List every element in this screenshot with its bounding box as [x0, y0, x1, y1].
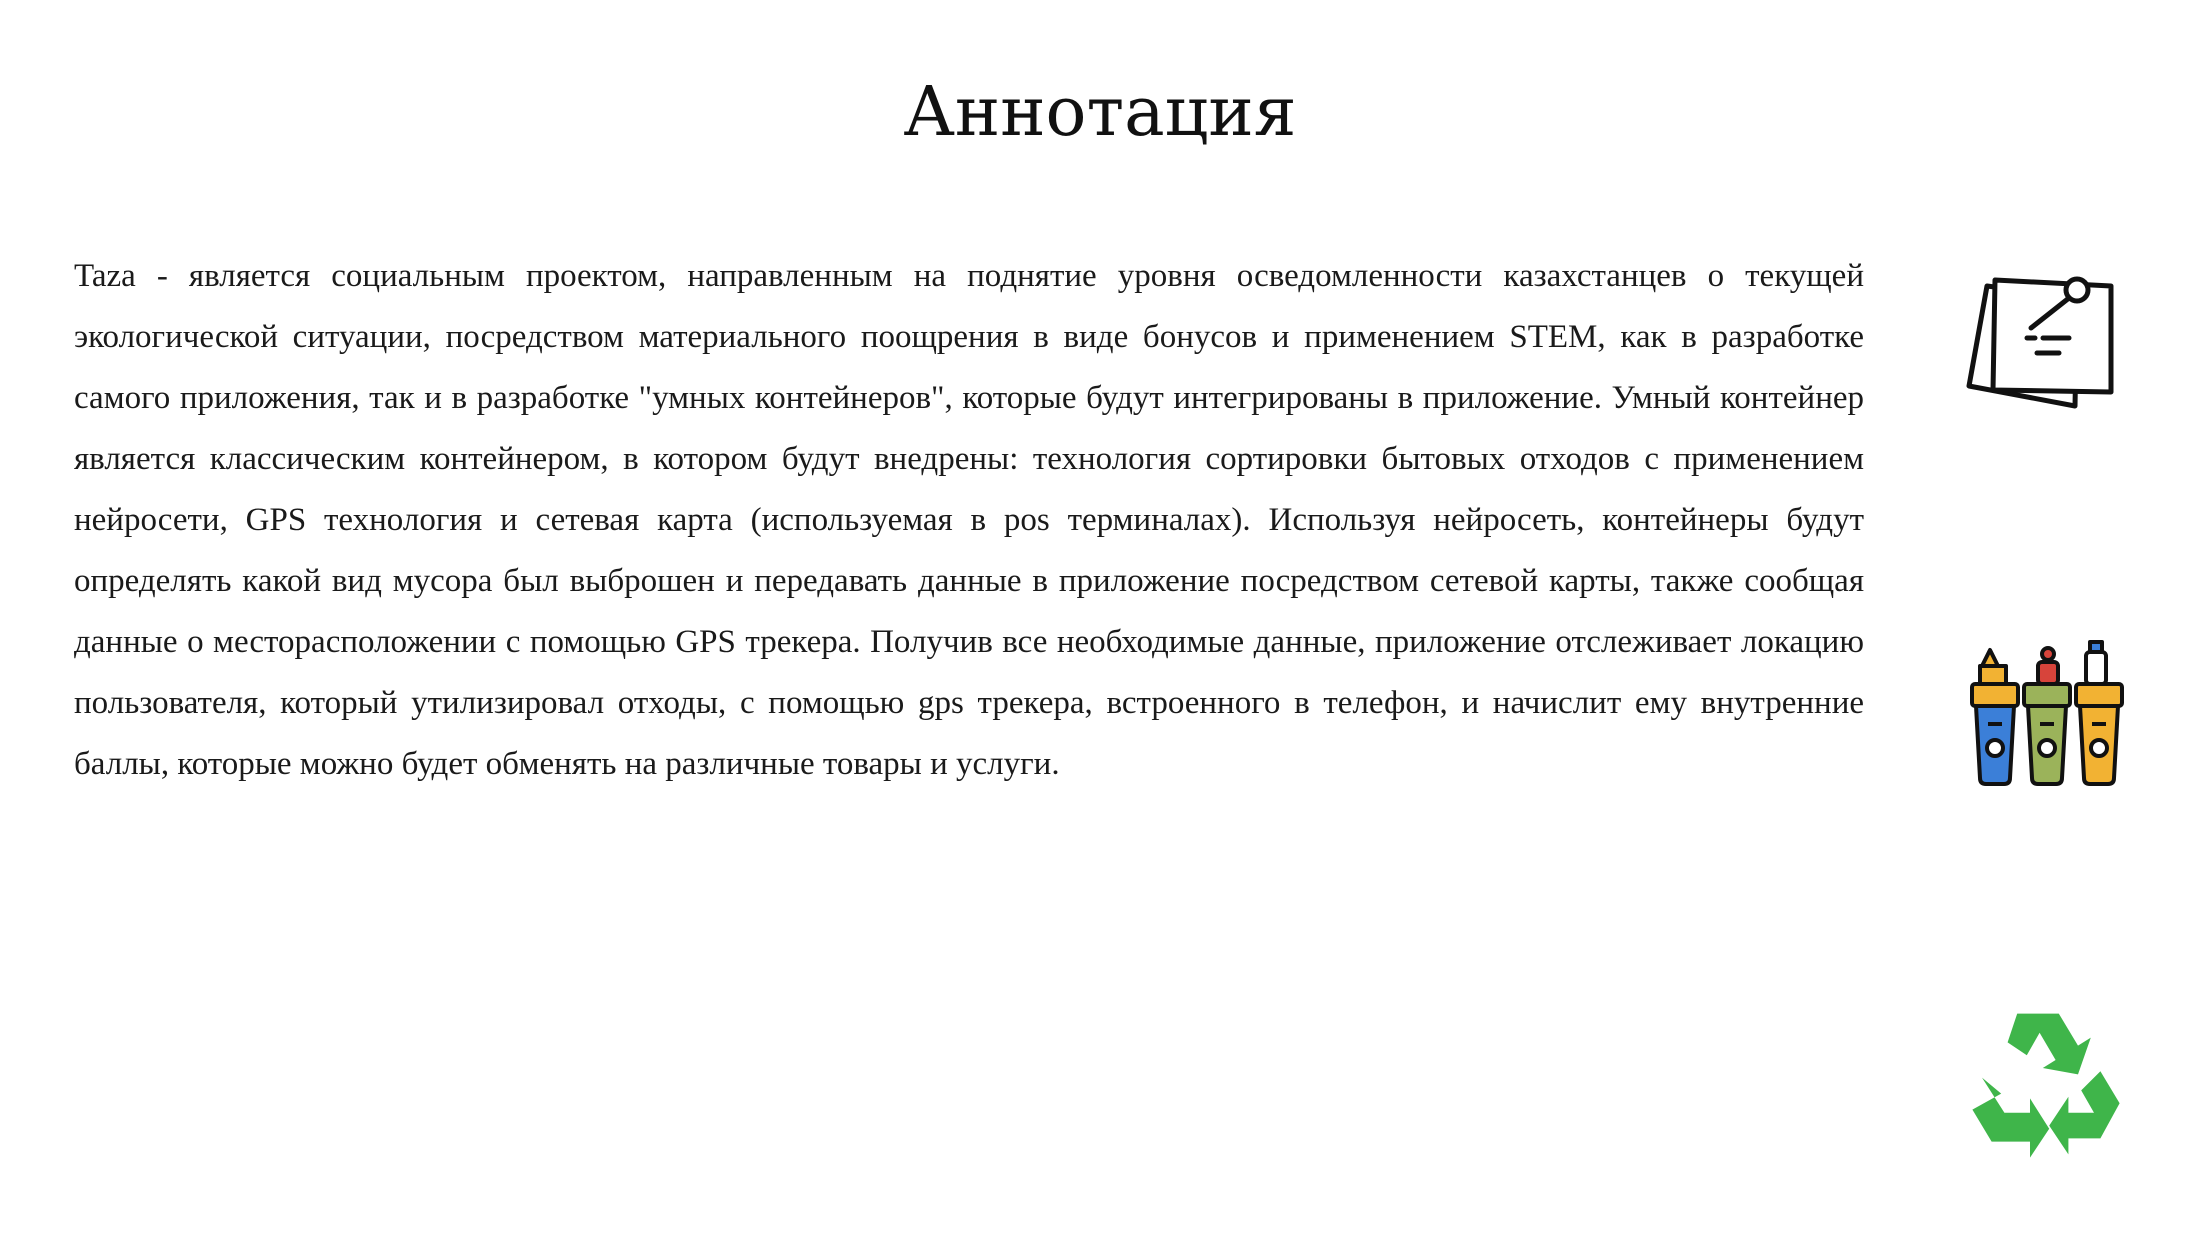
pinned-note-icon [1965, 266, 2125, 426]
recycling-bins-icon [1968, 640, 2128, 790]
recycle-icon [1966, 1004, 2126, 1164]
slide-title: Аннотация [903, 73, 1297, 152]
annotation-paragraph: Taza - является социальным проектом, направленным на поднятие уровня осведомленности казахстанцев о текущей экологической ситуации, посредством материального поощрения в виде бонусов и применением STEM, как в разработке самого приложения, так и в разработке "умных контейнеров", которые будут интегрированы в приложение. Умный контейнер является классическим контейнером, в котором будут внедрены: технология сортировки бытовых отходов с применением нейросети, GPS технология и сетевая карта (используемая в pos терминалах). Используя нейросеть, контейнеры будут определять какой вид мусора был выброшен и передавать данные в приложение посредством сетевой карты, также сообщая данные о месторасположении с помощью GPS трекера. Получив все необходимые данные, приложение отслеживает локацию пользователя, который утилизировал отходы, с помощью gps трекера, встроенного в телефон, и начислит ему внутренние баллы, которые можно будет обменять на различные товары и услуги. [74, 258, 1864, 782]
